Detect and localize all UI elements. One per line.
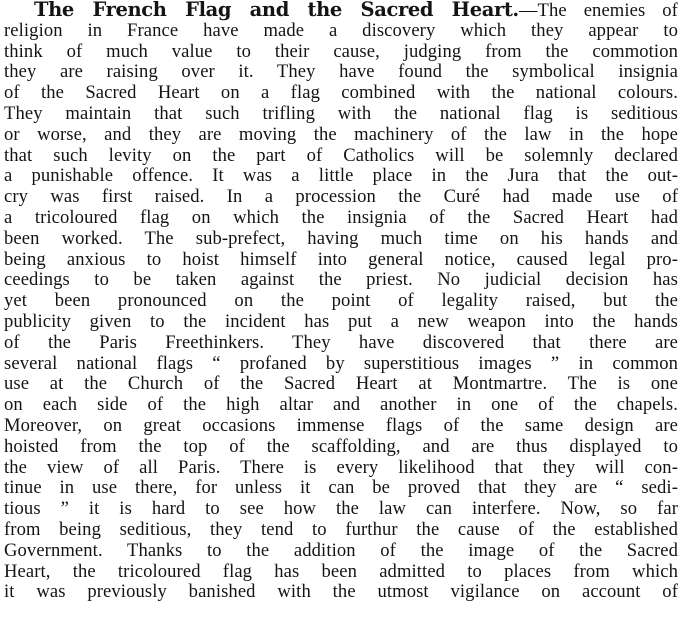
article-line-6: They maintain that such trifling with the national flag is seditious (4, 102, 678, 124)
article-line-16: publicity given to the incident has put a new weapon into the hands (4, 310, 678, 332)
article-headline: The French Flag and the Sacred Heart. (34, 0, 519, 21)
article-lead-text: —The enemies of (518, 0, 678, 21)
article-line-2: religion in France have made a discovery which they appear to (4, 19, 678, 41)
article-line-13: being anxious to hoist himself into general notice, caused legal pro- (4, 248, 678, 270)
article-line-1 (4, 0, 678, 21)
article-line-14: ceedings to be taken against the priest. No judicial decision has (4, 269, 678, 291)
article-line-23: the view of all Paris. There is every likelihood that they will con- (4, 456, 678, 478)
article-line-19: use at the Church of the Sacred Heart at Montmartre. The is one (4, 373, 678, 395)
article-line-24: tinue in use there, for unless it can be proved that they are “ sedi- (4, 477, 678, 499)
article-line-4: they are raising over it. They have found the symbolical insignia (4, 61, 678, 83)
article-line-10: cry was first raised. In a procession the Curé had made use of (4, 186, 678, 208)
article-line-27: Government. Thanks to the addition of the image of the Sacred (4, 539, 678, 561)
newspaper-article (4, 0, 678, 603)
article-line-15: yet been pronounced on the point of legality raised, but the (4, 290, 678, 312)
article-line-17: of the Paris Freethinkers. They have discovered that there are (4, 331, 678, 353)
article-line-20: on each side of the high altar and another in one of the chapels. (4, 394, 678, 416)
article-line-11: a tricoloured flag on which the insignia of the Sacred Heart had (4, 206, 678, 228)
article-line-26: from being seditious, they tend to furthur the cause of the established (4, 518, 678, 540)
article-line-21: Moreover, on great occasions immense flags of the same design are (4, 414, 678, 436)
article-line-28: Heart, the tricoloured flag has been admitted to places from which (4, 560, 678, 582)
article-line-18: several national flags “ profaned by superstitious images ” in common (4, 352, 678, 374)
article-line-7: or worse, and they are moving the machinery of the law in the hope (4, 123, 678, 145)
article-line-22: hoisted from the top of the scaffolding, and are thus displayed to (4, 435, 678, 457)
article-line-8: that such levity on the part of Catholics will be solemnly declared (4, 144, 678, 166)
article-line-25: tious ” it is hard to see how the law can interfere. Now, so far (4, 498, 678, 520)
article-line-3: think of much value to their cause, judging from the commotion (4, 40, 678, 62)
article-line-12: been worked. The sub-prefect, having much time on his hands and (4, 227, 678, 249)
article-line-5: of the Sacred Heart on a flag combined with the national colours. (4, 82, 678, 104)
article-line-29: it was previously banished with the utmost vigilance on account of (4, 581, 678, 603)
article-line-9: a punishable offence. It was a little place in the Jura that the out- (4, 165, 678, 187)
